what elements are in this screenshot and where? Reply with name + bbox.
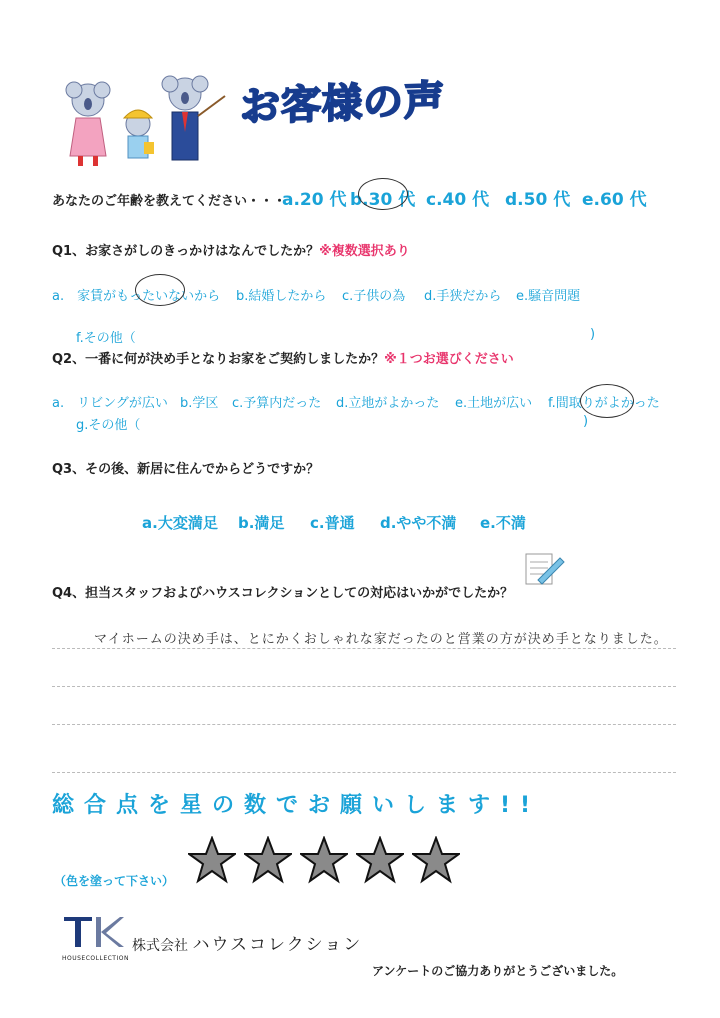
star-icon[interactable] (412, 836, 460, 884)
q1-option-e[interactable]: e.騒音問題 (516, 289, 581, 304)
q2-selected-circle (580, 384, 634, 418)
q2-question-text: Q2、一番に何が決め手となりお家をご契約しましたか？ (52, 352, 385, 367)
q1-question-text: Q1、お家さがしのきっかけはなんでしたか？ (52, 244, 320, 259)
q1-option-d[interactable]: d.手狭だから (424, 289, 502, 304)
q1-option-b[interactable]: b.結婚したから (236, 289, 327, 304)
logo-text: HOUSECOLLECTION (62, 955, 129, 962)
q2-note: ※１つお選びください (384, 352, 514, 367)
star-icon[interactable] (300, 836, 348, 884)
q2-option-c[interactable]: c.予算内だった (232, 396, 322, 411)
q3-option-c[interactable]: c.普通 (310, 514, 355, 532)
thanks-message: アンケートのご協力ありがとうございました。 (372, 964, 624, 978)
age-selected-circle (358, 178, 408, 210)
q3-option-b[interactable]: b.満足 (238, 514, 285, 532)
star-icon[interactable] (244, 836, 292, 884)
star-icon[interactable] (356, 836, 404, 884)
q2-option-d[interactable]: d.立地がよかった (336, 396, 440, 411)
rating-stars[interactable] (188, 836, 460, 884)
q4-answer[interactable]: マイホームの決め手は、とにかくおしゃれな家だったのと営業の方が決め手となりました。 (94, 632, 668, 647)
q1-selected-circle (135, 274, 185, 306)
q3-option-a[interactable]: a.大変満足 (142, 514, 218, 532)
age-option-20[interactable]: a.20 代 (282, 190, 347, 210)
age-option-40[interactable]: c.40 代 (426, 190, 490, 210)
rating-note: （色を塗って下さい） (54, 874, 175, 888)
answer-line (52, 648, 676, 649)
q2-other-close: ) (583, 414, 589, 429)
q3-option-e[interactable]: e.不満 (480, 514, 526, 532)
memo-pencil-icon (524, 552, 566, 590)
q3-question: Q3、その後、新居に住んでからどうですか？ (52, 462, 320, 477)
q2-option-b[interactable]: b.学区 (180, 396, 219, 411)
q1-option-c[interactable]: c.子供の為 (342, 289, 406, 304)
rating-banner: 総合点を星の数でお願いします!! (52, 793, 541, 818)
age-option-50[interactable]: d.50 代 (505, 190, 571, 210)
q1-other-close: ) (590, 327, 596, 342)
q1-question (52, 240, 410, 259)
q1-option-other[interactable]: f.その他（ (76, 331, 136, 346)
q2-option-e[interactable]: e.土地が広い (455, 396, 533, 411)
q2-option-other[interactable]: g.その他（ (76, 418, 141, 433)
age-option-60[interactable]: e.60 代 (582, 190, 647, 210)
answer-line (52, 772, 676, 773)
age-question: あなたのご年齢を教えてください・・・ (52, 194, 287, 209)
q1-note: ※複数選択あり (319, 244, 410, 259)
company-logo (62, 915, 129, 962)
q2-question (52, 348, 514, 367)
answer-line (52, 686, 676, 687)
mascot-illustration (60, 72, 230, 172)
q3-option-d[interactable]: d.やや不満 (380, 514, 457, 532)
company-name-text: ハウスコレクション (192, 935, 363, 955)
star-icon[interactable] (188, 836, 236, 884)
age-option-30[interactable]: b.30 代 (350, 190, 416, 210)
q1-option-a[interactable]: a. 家賃がもったいないから (52, 289, 221, 304)
q2-option-a[interactable]: a. リビングが広い (52, 396, 168, 411)
company-name (132, 930, 362, 955)
answer-line (52, 724, 676, 725)
q4-question: Q4、担当スタッフおよびハウスコレクションとしての対応はいかがでしたか？ (52, 586, 514, 601)
page-title: お客様の声 (240, 77, 445, 131)
company-prefix: 株式会社 (132, 938, 188, 954)
q2-option-f[interactable]: f.間取りがよかった (548, 396, 660, 411)
